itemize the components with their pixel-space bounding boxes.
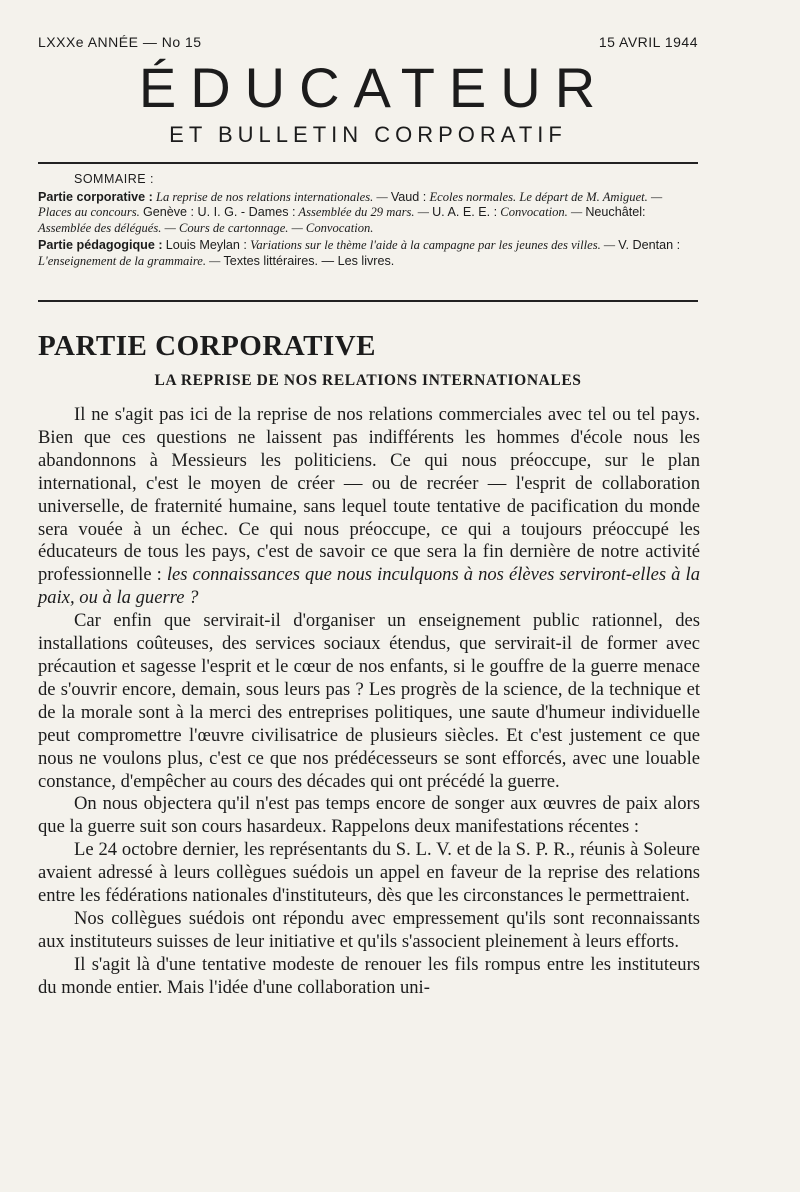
- masthead: [38, 58, 698, 148]
- sommaire-label: Partie pédagogique :: [38, 238, 163, 252]
- sommaire-text: Louis Meylan : Variations sur le thème l'aide à la campagne par les jeunes des villes. — V. Dentan : L'enseignement de la grammaire. — Textes littéraires. — Les livres.: [38, 238, 681, 268]
- issue-date: 15 AVRIL 1944: [598, 34, 698, 50]
- journal-title: ÉDUCATEUR: [138, 56, 610, 119]
- paragraph: Il s'agit là d'une tentative modeste de renouer les fils rompus entre les instituteurs du monde entier. Mais l'idée d'une collaboration uni-: [38, 953, 700, 998]
- paragraph: Il ne s'agit pas ici de la reprise de nos relations commerciales avec tel ou tel pays. Bien que ces questions ne laissent pas indifférents les hommes d'école nous les abandonnons à Messieurs les politiciens. Ce qui nous préoccupe, sur le plan international, c'est le moyen de créer — ou de recréer — l'esprit de collaboration universelle, de fraternité humaine, sans lequel toute tentative de pacification du monde sera vouée à un échec. Ce qui nous préoccupe, ce qui a toujours préoccupé les éducateurs de tous les pays, c'est de savoir ce que sera la fin dernière de notre activité professionnelle : les connaissances que nous inculquons à nos élèves serviront-elles à la paix, ou à la guerre ?: [38, 404, 700, 609]
- issue-number: LXXXe ANNÉE — No 15: [38, 34, 202, 50]
- section-title: PARTIE CORPORATIVE: [38, 330, 377, 362]
- top-rule: [38, 162, 698, 164]
- paragraph: Car enfin que servirait-il d'organiser un enseignement public rationnel, des installations coûteuses, des services sociaux étendus, que servirait-il de former avec précaution et sagesse l'esprit et le cœur de nos enfants, si le gouffre de la guerre menace de s'ouvrir encore, demain, sous leurs pas ? Les progrès de la science, de la technique et de la morale sont à la merci des entreprises politiques, une saute d'humeur individuelle peut compromettre l'œuvre civilisatrice de plusieurs siècles. Et c'est justement ce que nous ne voulons plus, c'est ce que nos prédécesseurs se sont efforcés, avec une louable constance, d'empêcher au cours des décades qui ont précédé la guerre.: [38, 610, 700, 792]
- paragraph: Le 24 octobre dernier, les représentants du S. L. V. et de la S. P. R., réunis à Soleure avaient adressé à leurs collègues suédois un appel en faveur de la reprise des relations entre les fédérations nationales d'instituteurs, dès que les circonstances le permettraient.: [38, 839, 700, 907]
- bottom-rule: [38, 300, 698, 302]
- sommaire-heading: SOMMAIRE :: [74, 172, 155, 186]
- paragraph: On nous objectera qu'il n'est pas temps encore de songer aux œuvres de paix alors que la guerre suit son cours hasardeux. Rappelons deux manifestations récentes :: [38, 793, 700, 838]
- sommaire-entry-pedagogique: [38, 238, 698, 269]
- sommaire-text: La reprise de nos relations internationales. — Vaud : Ecoles normales. Le départ de M. Amiguet. — Places au concours. Genève : U. I. G. - Dames : Assemblée du 29 mars. — U. A. E. E. : Convocation. — Neuchâtel: Assemblée des délégués. — Cours de cartonnage. — Convocation.: [38, 189, 663, 235]
- journal-subtitle: ET BULLETIN CORPORATIF: [169, 122, 567, 147]
- article-title: LA REPRISE DE NOS RELATIONS INTERNATIONALES: [154, 372, 582, 389]
- sommaire-entry-corporative: [38, 190, 698, 237]
- sommaire-label: Partie corporative :: [38, 189, 153, 204]
- table-of-contents: [38, 172, 698, 269]
- paragraph: Nos collègues suédois ont répondu avec empressement qu'ils sont reconnaissants aux instituteurs suisses de leur initiative et qu'ils s'associent pleinement à leurs efforts.: [38, 907, 700, 952]
- article-body: [38, 404, 700, 1000]
